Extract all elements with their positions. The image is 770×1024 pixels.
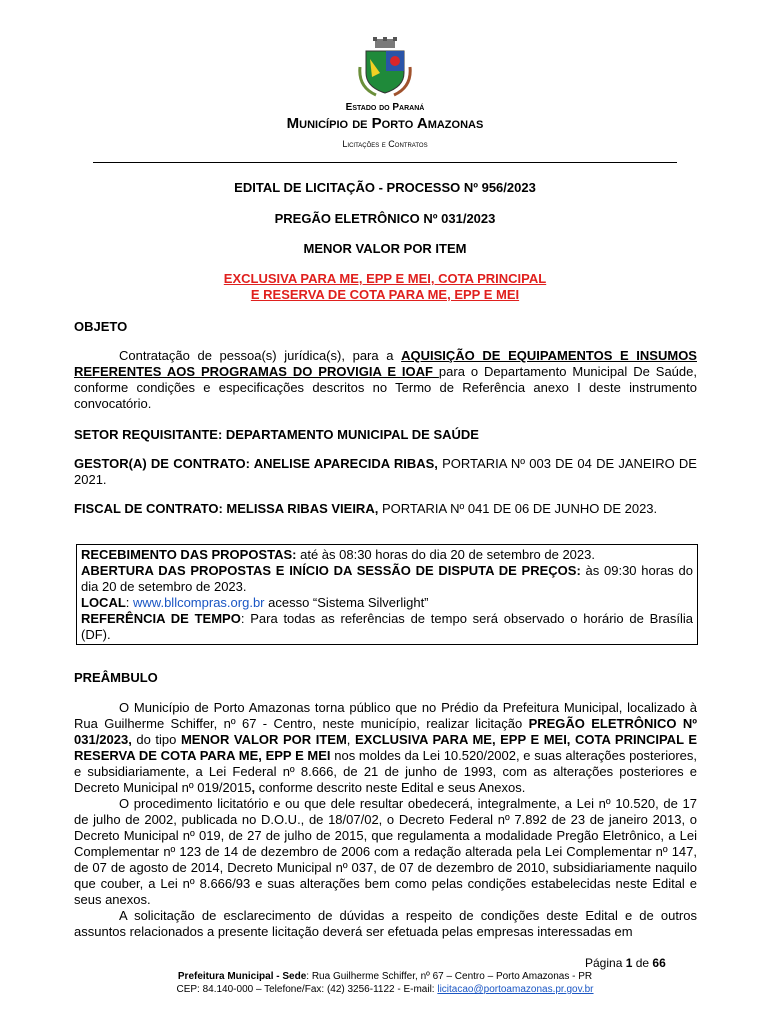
footer-address [0,971,770,982]
schedule-box [76,544,698,645]
recebimento-label: RECEBIMENTO DAS PROPOSTAS: [81,547,297,562]
p1-criteria: MENOR VALOR POR ITEM [180,732,347,747]
objeto-text-b: para o Departamento Municipal De Saúde, conforme condições e especificações descritos no Termo de Referência anexo I deste instrumento convocatório. [74,364,697,411]
p1-text-g: nos moldes da Lei 10.520/2002, e suas alterações posteriores, e subsidiariamente, a Lei Federal nº 8.666, de 21 de junho de 1993, com as alterações posteriores e Decreto Municipal nº 019/2015 [74,748,697,795]
title-criteria: MENOR VALOR POR ITEM [303,241,467,256]
gestor-paragraph [74,456,697,488]
footer-bold: Prefeitura Municipal - Sede [177,971,307,982]
recebimento-line [81,547,693,563]
preambulo-paragraph-2: O procedimento licitatório e ou que dele resultar obedecerá, integralmente, a Lei nº 10.520, de 17 de julho de 2002, publicada no D.O.U., de 18/07/02, o Decreto Federal nº 7.892 de 23 de janeiro 2013, o Decreto Municipal nº 019, de 27 de julho de 2015, que regulamenta a modalidade Pregão Eletrônico, a Lei Complementar nº 123 de 14 de dezembro de 2006 com a redação alterada pela Lei Complementar nº 147, de 07 de agosto de 2014, Decreto Municipal nº 037, de 07 de dezembro de 2010, subsidiariamente naquilo que couber, a Lei nº 8.666/93 e suas alterações bem como pelas condições estabelecidas neste Edital e seus anexos. [74,796,697,907]
objeto-heading: OBJETO [74,319,128,334]
fiscal-text: PORTARIA Nº 041 DE 06 DE JUNHO DE 2023. [378,501,658,516]
page-prefix: Página [585,956,626,970]
footer-line-1: : Rua Guilherme Schiffer, nº 67 – Centro – Porto Amazonas - PR [306,971,593,982]
referencia-text: : Para todas as referências de tempo será observado o horário de Brasília (DF). [81,611,693,642]
local-label: LOCAL [81,595,126,610]
department-heading: Licitações e Contratos [342,139,428,149]
preambulo-paragraph-1 [74,700,697,796]
preambulo-heading: PREÂMBULO [74,670,158,685]
title-pregao: PREGÃO ELETRÔNICO Nº 031/2023 [274,211,496,226]
objeto-text-bold: AQUISIÇÃO DE EQUIPAMENTOS E INSUMOS REFERENTES AOS PROGRAMAS DO PROVIGIA E IOAF [74,348,697,379]
p1-text-i: conforme descrito neste Edital e seus Anexos. [255,780,526,795]
p1-comma: , [251,780,256,795]
p1-pregao: PREGÃO ELETRÔNICO Nº 031/2023, [74,716,697,747]
referencia-line [81,611,693,643]
page-number [585,956,666,970]
preambulo-paragraph-3: A solicitação de esclarecimento de dúvidas a respeito de condições deste Edital e de outros assuntos relacionados a presente licitação deverá ser efetuada pelas empresas interessadas em [74,908,697,939]
abertura-line [81,563,693,595]
preambulo-body [74,700,697,940]
p1-text-c: do tipo [131,732,181,747]
abertura-text: às 09:30 horas do dia 20 de setembro de 2023. [81,563,693,594]
p1-text-a: O Município de Porto Amazonas torna público que no Prédio da Prefeitura Municipal, localizado à Rua Guilherme Schiffer, nº 67 - Centro, neste município, realizar licitação [74,700,697,731]
fiscal-label: FISCAL DE CONTRATO: MELISSA RIBAS VIEIRA, [74,501,379,516]
p1-exclusive: EXCLUSIVA PARA ME, EPP E MEI, COTA PRINCIPAL E RESERVA DE COTA PARA ME, EPP E MEI [74,732,698,763]
exclusive-line-1: EXCLUSIVA PARA ME, EPP E MEI, COTA PRINCIPAL [223,271,547,286]
local-line [81,595,693,611]
page-sep: de [632,956,653,970]
footer-contact [0,984,770,995]
local-separator: : [125,595,134,610]
local-text: acesso “Sistema Silverlight” [264,595,429,610]
objeto-paragraph [74,348,697,412]
municipality-heading: Município de Porto Amazonas [286,115,484,132]
footer-line-2: CEP: 84.140-000 – Telefone/Fax: (42) 3256-1122 - E-mail: [176,984,438,995]
exclusive-line-2: E RESERVA DE COTA PARA ME, EPP E MEI [250,287,520,302]
municipal-coat-of-arms-icon [358,37,412,97]
bll-compras-link[interactable]: www.bllcompras.org.br [133,595,265,610]
gestor-label: GESTOR(A) DE CONTRATO: ANELISE APARECIDA RIBAS, [74,456,438,471]
p1-text-e: , [346,732,355,747]
header-divider [93,162,677,163]
abertura-label: ABERTURA DAS PROPOSTAS E INÍCIO DA SESSÃO DE DISPUTA DE PREÇOS: [81,563,581,578]
page-current: 1 [625,956,633,970]
title-process: EDITAL DE LICITAÇÃO - PROCESSO Nº 956/2023 [234,180,536,195]
page-total: 66 [652,956,666,970]
setor-requisitante: SETOR REQUISITANTE: DEPARTAMENTO MUNICIPAL DE SAÚDE [74,427,479,442]
objeto-text-a: Contratação de pessoa(s) jurídica(s), para a [119,348,402,363]
recebimento-text: até às 08:30 horas do dia 20 de setembro de 2023. [296,547,595,562]
referencia-label: REFERÊNCIA DE TEMPO [81,611,241,626]
state-heading: Estado do Paraná [345,102,425,113]
gestor-text: PORTARIA Nº 003 DE 04 DE JANEIRO DE 2021. [74,456,697,487]
fiscal-paragraph [74,501,697,517]
footer-email-link[interactable]: licitacao@portoamazonas.pr.gov.br [437,984,594,995]
